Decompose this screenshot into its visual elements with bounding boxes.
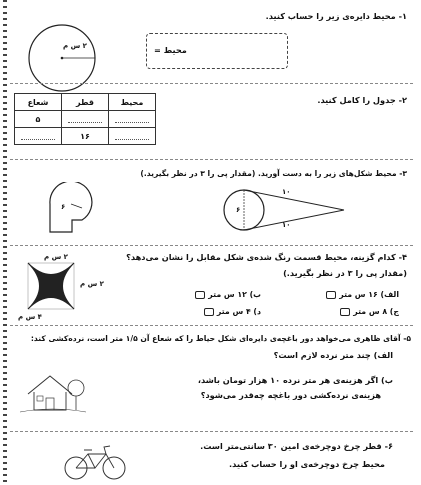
house-garden-illustration — [16, 362, 88, 416]
page-edge — [3, 0, 7, 485]
table-row — [15, 128, 156, 145]
row2-diameter: ۱۶ — [62, 128, 109, 145]
header-perimeter: محیط — [109, 94, 156, 111]
checkbox[interactable] — [204, 308, 214, 316]
answer-cell[interactable] — [62, 111, 109, 128]
option-b-label: ب) ۱۲ س متر — [208, 290, 261, 299]
q6-title: ۶- قطر چرخ دوچرخه‌ی امین ۳۰ سانتی‌متر است. — [200, 441, 393, 451]
q4-label-right: ۲ س م — [80, 280, 104, 288]
q3-fig2-side: ۱۰ — [282, 188, 291, 196]
q4-option-a[interactable] — [326, 290, 399, 299]
q5-part-a: الف) چند متر نرده لازم است؟ — [273, 350, 393, 360]
answer-cell[interactable] — [109, 128, 156, 145]
q4-label-top: ۲ س م — [44, 253, 68, 261]
q4-option-c[interactable] — [340, 307, 399, 316]
option-c-label: ج) ۸ س متر — [353, 307, 399, 316]
header-radius: شعاع — [15, 94, 62, 111]
q5-part-b2: هزینه‌ی نرده‌کشی دور باغچه چه‌قدر می‌شود؟ — [200, 390, 381, 400]
table-row — [15, 111, 156, 128]
answer-cell[interactable] — [15, 128, 62, 145]
answer-cell[interactable] — [109, 111, 156, 128]
option-a-label: الف) ۱۶ س متر — [339, 290, 399, 299]
q4-option-d[interactable] — [204, 307, 261, 316]
q5-title: ۵- آقای ظاهری می‌خواهد دور باغچه‌ی دایره‌ای شکل حیاط را که شعاع آن ۱/۵ متر است، نرده‌کشی کند: — [30, 334, 411, 343]
option-d-label: د) ۴ س متر — [216, 307, 261, 316]
q2-title: ۲- جدول را کامل کنید. — [317, 95, 407, 105]
q4-subtitle: (مقدار پی را ۳ در نظر بگیرید.) — [283, 268, 407, 278]
q3-title: ۳- محیط شکل‌های زیر را به دست آورید. (مقدار پی را ۳ در نظر بگیرید.) — [140, 169, 407, 178]
checkbox[interactable] — [195, 291, 205, 299]
q1-perimeter-label: محیط = — [154, 45, 187, 55]
q4-label-bottom: ۴ س م — [18, 313, 42, 321]
separator — [10, 431, 413, 432]
q4-title: ۴- کدام گزینه، محیط قسمت رنگ شده‌ی شکل مقابل را نشان می‌دهد؟ — [126, 252, 407, 262]
q1-radius-label: ۲ س م — [63, 42, 87, 50]
q6-line2: محیط چرخ دوچرخه‌ی او را حساب کنید. — [229, 459, 385, 469]
row1-radius: ۵ — [15, 111, 62, 128]
separator — [10, 245, 413, 246]
q3-figure-1 — [40, 182, 100, 238]
q5-part-b1: ب) اگر هزینه‌ی هر متر نرده ۱۰ هزار تومان باشد، — [197, 375, 393, 385]
q3-fig2-diameter: ۶ — [236, 206, 241, 214]
q4-star-figure — [27, 262, 77, 312]
header-diameter: قطر — [62, 94, 109, 111]
q3-fig2-bottom: ۱۰ — [282, 221, 291, 229]
separator — [10, 83, 413, 84]
q2-table — [14, 93, 156, 145]
q3-fig1-label: ۶ — [61, 203, 66, 211]
table-header-row — [15, 94, 156, 111]
checkbox[interactable] — [340, 308, 350, 316]
separator — [10, 325, 413, 326]
checkbox[interactable] — [326, 291, 336, 299]
bicycle-illustration — [62, 442, 128, 482]
separator — [10, 159, 413, 160]
q4-option-b[interactable] — [195, 290, 261, 299]
q1-title: ۱- محیط دایره‌ی زیر را حساب کنید. — [265, 11, 407, 21]
